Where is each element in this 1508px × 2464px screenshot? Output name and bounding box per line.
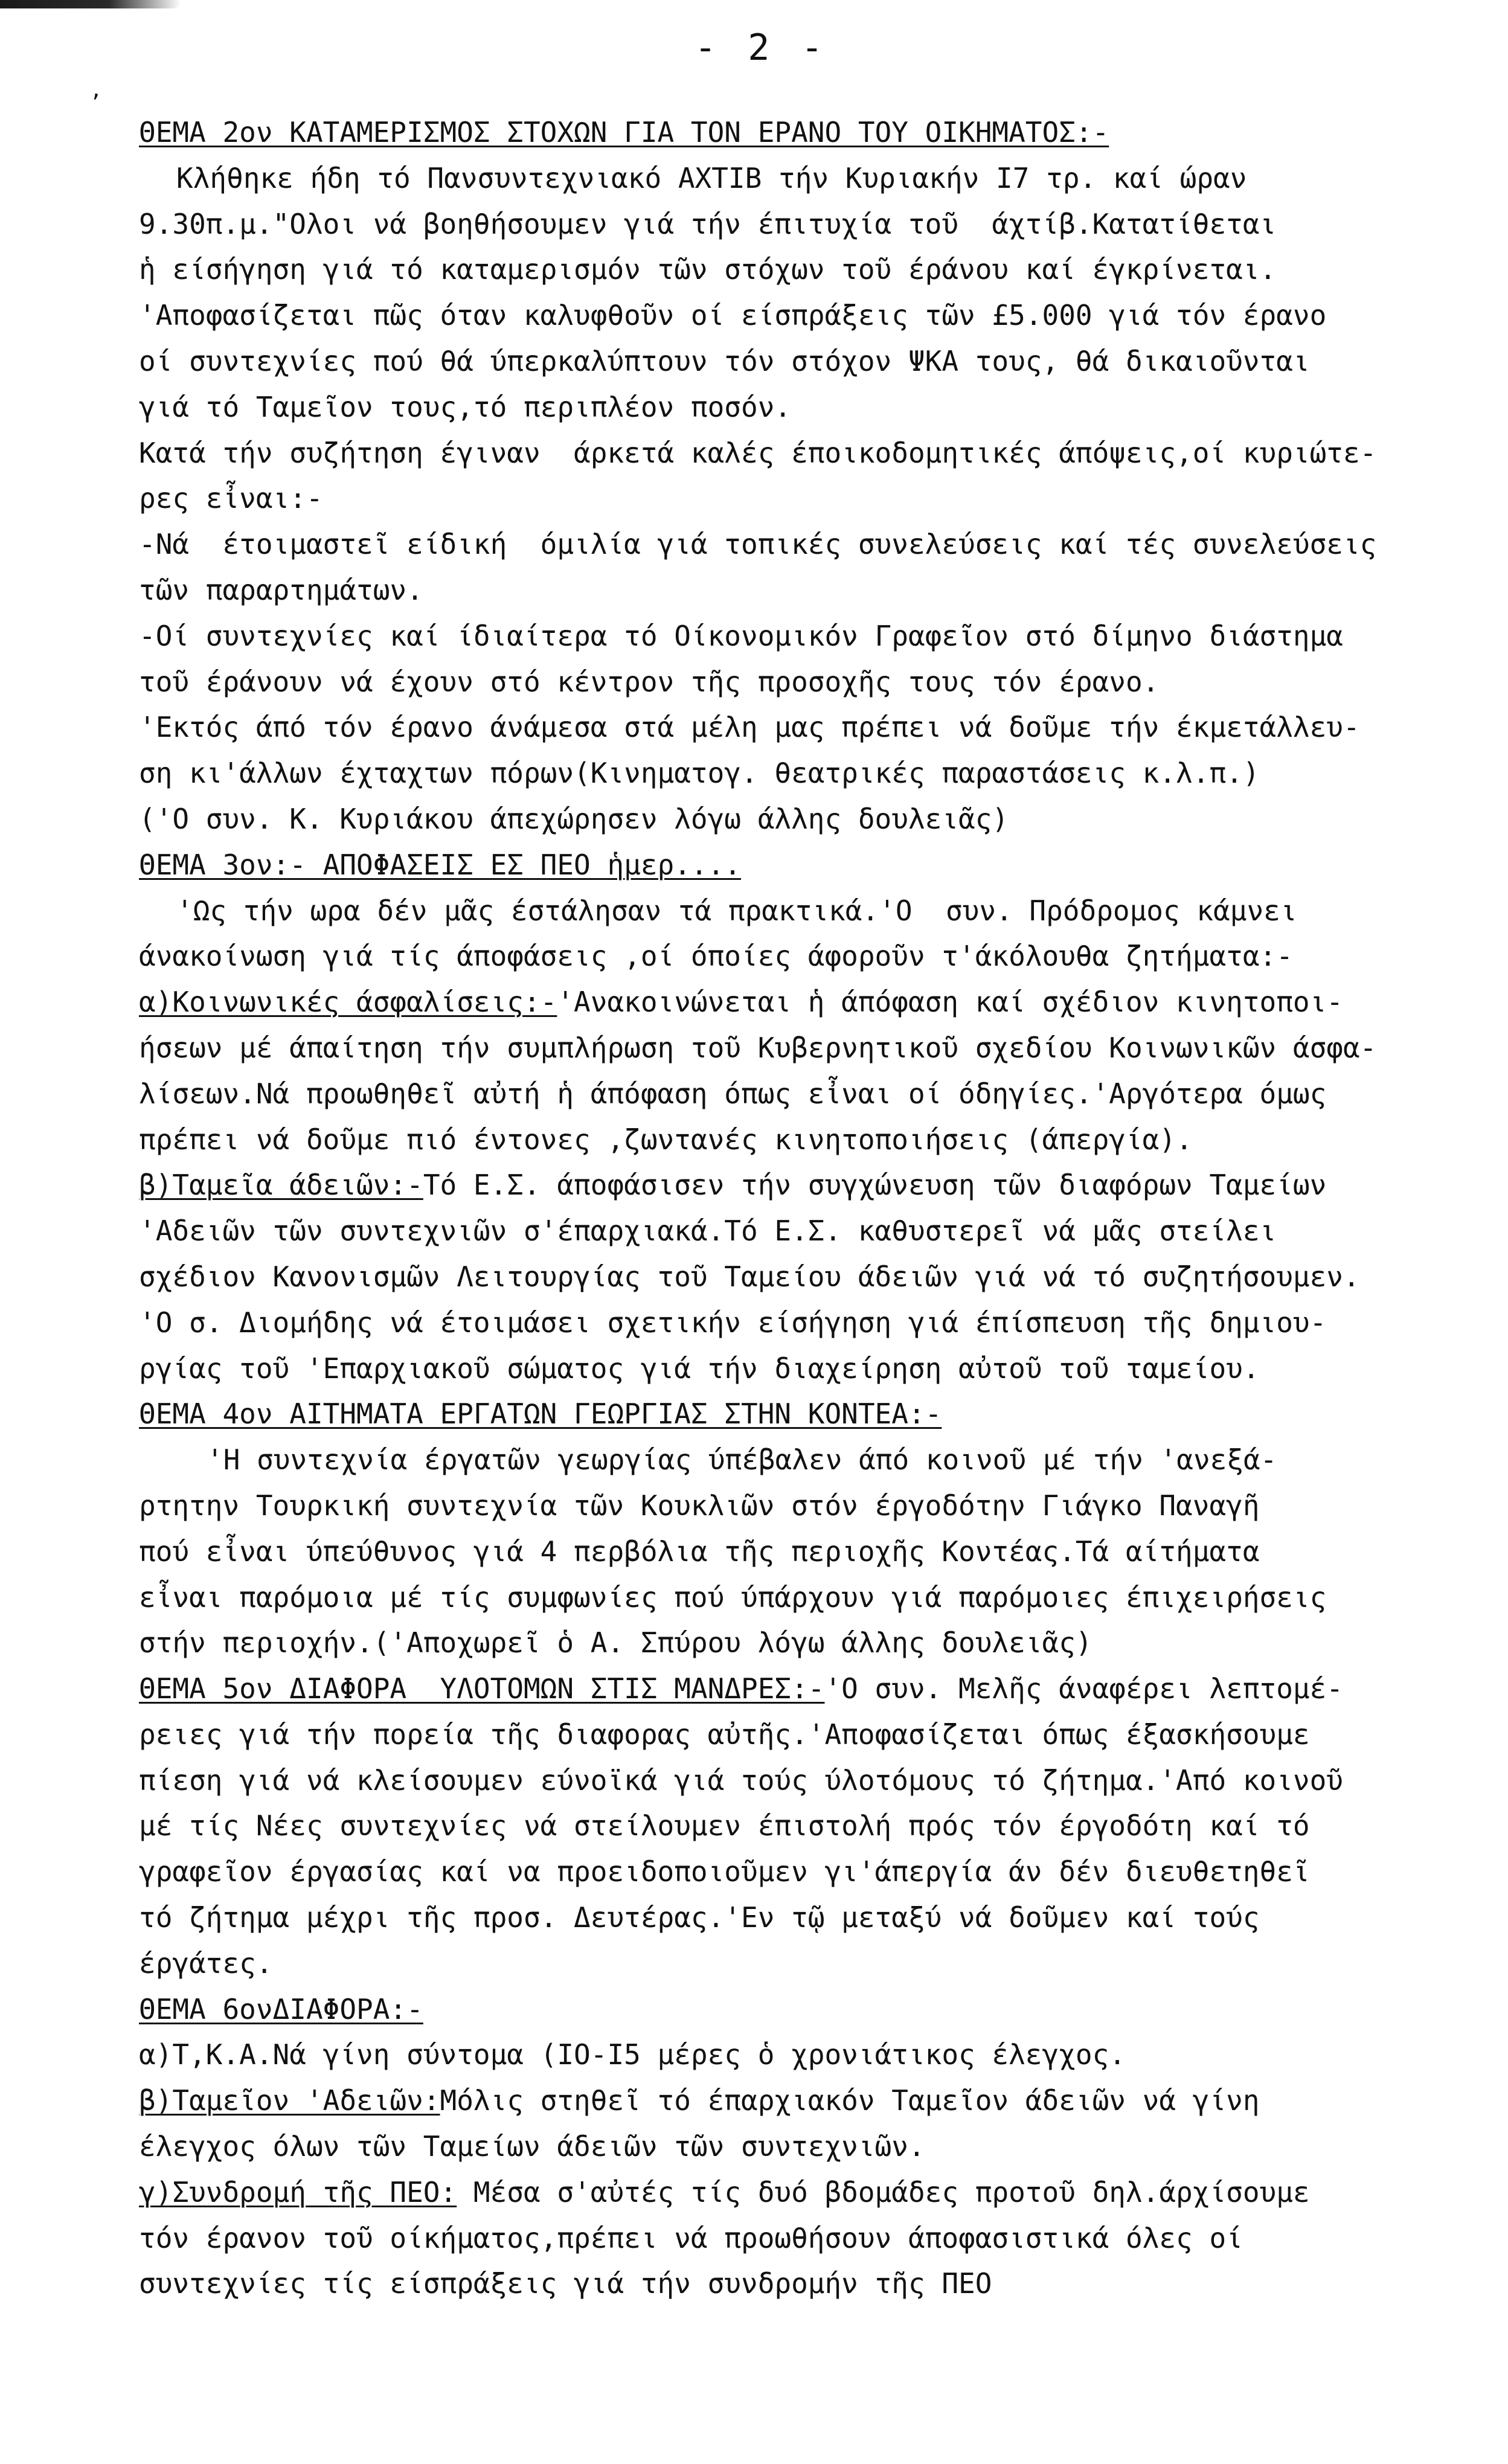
text-line (139, 1849, 1492, 1895)
section-heading: ΘΕΜΑ 5ον ΔΙΑΦΟΡΑ ΥΛΟΤΟΜΩΝ ΣΤΙΣ ΜΑΝΔΡΕΣ:- (139, 1672, 825, 1705)
text-line (139, 431, 1492, 476)
line-text: τῶν παραρτημάτων. (139, 573, 423, 606)
text-line (139, 156, 1492, 202)
text-line (139, 1803, 1492, 1849)
text-line (139, 339, 1492, 385)
line-text: τοῦ έράνουν νά έχουν στό κέντρον τῆς προσοχῆς τους τόν έρανο. (139, 665, 1160, 698)
text-line (139, 614, 1492, 659)
section-heading: β)Ταμεῖον 'Αδειῶν: (139, 2084, 440, 2117)
line-text: -Νά έτοιμαστεῖ είδική όμιλία γιά τοπικές συνελεύσεις καί τές συνελεύσεις (139, 528, 1377, 561)
line-text: στήν περιοχήν.('Αποχωρεῖ ὁ Α. Σπύρου λόγω άλλης δουλειᾶς) (139, 1626, 1092, 1660)
line-text: ('Ο συν. Κ. Κυριάκου άπεχώρησεν λόγω άλλης δουλειᾶς) (139, 802, 1009, 835)
text-line (139, 1620, 1492, 1666)
text-line (139, 1437, 1492, 1483)
text-line (139, 1941, 1492, 1987)
line-text: γιά τό Ταμεῖον τους,τό περιπλέον ποσόν. (139, 390, 792, 423)
line-text: γραφεῖον έργασίας καί να προειδοποιοῦμεν γι'άπεργία άν δέν διευθετηθεῖ (139, 1855, 1310, 1888)
line-text: 'Αδειῶν τῶν συντεχνιῶν σ'έπαρχιακά.Τό Ε.Σ. καθυστερεῖ νά μᾶς στείλει (139, 1214, 1277, 1248)
text-line (139, 659, 1492, 705)
section-heading: β)Ταμεῖα άδειῶν:- (139, 1169, 423, 1202)
line-text: ρες εἶναι:- (139, 482, 323, 515)
text-line (139, 705, 1492, 751)
text-line (139, 1712, 1492, 1758)
line-text: Κατά τήν συζήτηση έγιναν άρκετά καλές έποικοδομητικές άπόψεις,οί κυριώτε- (139, 436, 1377, 469)
line-text: ἡ είσήγηση γιά τό καταμερισμόν τῶν στόχων τοῦ έράνου καί έγκρίνεται. (139, 253, 1277, 286)
line-text: Μόλις στηθεῖ τό έπαρχιακόν Ταμεῖον άδειῶν νά γίνη (440, 2084, 1260, 2117)
section-heading: ΘΕΜΑ 4ον ΑΙΤΗΜΑΤΑ ΕΡΓΑΤΩΝ ΓΕΩΡΓΙΑΣ ΣΤΗΝ ΚΟΝΤΕΑ:- (139, 1397, 942, 1431)
line-text: ρειες γιά τήν πορεία τῆς διαφορας αὐτῆς.'Αποφασίζεται όπως έξασκήσουμε (139, 1718, 1310, 1751)
line-text: οί συντεχνίες πού θά ύπερκαλύπτουν τόν στόχον ΨΚΑ τους, θά δικαιοῦνται (139, 344, 1310, 377)
heading-line (139, 1666, 1492, 1712)
line-text: έργάτες. (139, 1946, 273, 1980)
margin-mark: ’ (89, 91, 102, 115)
line-text: 'Ο σ. Διομήδης νά έτοιμάσει σχετικήν είσήγηση γιά έπίσπευση τῆς δημιου- (139, 1306, 1327, 1339)
text-line (139, 1254, 1492, 1300)
line-text: 'Ο συν. Μελῆς άναφέρει λεπτομέ- (824, 1672, 1343, 1705)
line-text: Κλήθηκε ήδη τό Πανσυντεχνιακό ΑΧΤΙΒ τήν Κυριακήν Ι7 τρ. καί ώραν (176, 161, 1247, 194)
line-text: 'Αποφασίζεται πῶς όταν καλυφθοῦν οί είσπράξεις τῶν £5.000 γιά τόν έρανο (139, 299, 1327, 332)
heading-line (139, 1987, 1492, 2033)
line-text: ρτητην Τουρκική συντεχνία τῶν Κουκλιῶν στόν έργοδότην Γιάγκο Παναγῆ (139, 1489, 1260, 1522)
line-text: ήσεων μέ άπαίτηση τήν συμπλήρωση τοῦ Κυβερνητικοῦ σχεδίου Κοινωνικῶν άσφα- (139, 1031, 1377, 1064)
line-text: τό ζήτημα μέχρι τῆς προσ. Δευτέρας.'Εν τῷ μεταξύ νά δοῦμεν καί τούς (139, 1901, 1260, 1934)
text-line (139, 385, 1492, 431)
text-line (139, 247, 1492, 293)
text-line (139, 476, 1492, 522)
text-line (139, 2216, 1492, 2262)
text-line (139, 2032, 1492, 2078)
text-line (139, 293, 1492, 339)
heading-line (139, 842, 1492, 888)
text-line (139, 934, 1492, 980)
section-heading: α)Κοινωνικές άσφαλίσεις:- (139, 986, 557, 1019)
text-line (139, 1483, 1492, 1529)
line-text: ση κι'άλλων έχταχτων πόρων(Κινηματογ. θεατρικές παραστάσεις κ.λ.π.) (139, 757, 1260, 790)
line-text: λίσεων.Νά προωθηθεῖ αὐτή ἡ άπόφαση όπως εἶναι οί όδηγίες.'Αργότερα όμως (139, 1077, 1327, 1110)
text-line (139, 522, 1492, 568)
heading-line (139, 980, 1492, 1025)
line-text: 'Ανακοινώνεται ἡ άπόφαση καί σχέδιον κινητοποι- (557, 986, 1343, 1019)
heading-line (139, 1163, 1492, 1208)
section-heading: ΘΕΜΑ 3ον:- ΑΠΟΦΑΣΕΙΣ ΕΣ ΠΕΟ ἡμερ.... (139, 848, 741, 881)
line-text: ργίας τοῦ 'Επαρχιακοῦ σώματος γιά τήν διαχείρηση αὐτοῦ τοῦ ταμείου. (139, 1352, 1260, 1385)
section-heading: ΘΕΜΑ 6ονΔΙΑΦΟΡΑ:- (139, 1992, 423, 2026)
line-text: σχέδιον Κανονισμῶν Λειτουργίας τοῦ Ταμείου άδειῶν γιά νά τό συζητήσουμεν. (139, 1260, 1360, 1293)
text-line (139, 202, 1492, 248)
text-line (139, 1895, 1492, 1941)
text-line (139, 1117, 1492, 1163)
line-text: -Οί συντεχνίες καί ίδιαίτερα τό Οίκονομικόν Γραφεῖον στό δίμηνο διάστημα (139, 619, 1343, 652)
heading-line (139, 2170, 1492, 2216)
body-text (139, 110, 1492, 2307)
line-text: 'Εκτός άπό τόν έρανο άνάμεσα στά μέλη μας πρέπει νά δοῦμε τήν έκμετάλλευ- (139, 711, 1360, 744)
line-text: Τό Ε.Σ. άποφάσισεν τήν συγχώνευση τῶν διαφόρων Ταμείων (423, 1169, 1327, 1202)
text-line (139, 1071, 1492, 1117)
page-number: - 2 - (695, 27, 828, 69)
text-line (139, 2124, 1492, 2170)
line-text: μέ τίς Νέες συντεχνίες νά στείλουμεν έπιστολή πρός τόν έργοδότη καί τό (139, 1809, 1310, 1843)
text-line (139, 2261, 1492, 2307)
section-heading: ΘΕΜΑ 2ον ΚΑΤΑΜΕΡΙΣΜΟΣ ΣΤΟΧΩΝ ΓΙΑ ΤΟΝ ΕΡΑΝΟ ΤΟΥ ΟΙΚΗΜΑΤΟΣ:- (139, 116, 1109, 149)
line-text: άνακοίνωση γιά τίς άποφάσεις ,οί όποίες άφοροῦν τ'άκόλουθα ζητήματα:- (139, 940, 1293, 973)
line-text: πρέπει νά δοῦμε πιό έντονες ,ζωντανές κινητοποιήσεις (άπεργία). (139, 1123, 1193, 1156)
line-text: πίεση γιά νά κλείσουμεν εύνοϊκά γιά τούς ύλοτόμους τό ζήτημα.'Από κοινοῦ (139, 1763, 1343, 1797)
text-line (139, 1346, 1492, 1392)
text-line (139, 1529, 1492, 1575)
line-text: Μέσα σ'αὐτές τίς δυό βδομάδες προτοῦ δηλ.άρχίσουμε (457, 2175, 1310, 2209)
line-text: 'Ως τήν ωρα δέν μᾶς έστάλησαν τά πρακτικά.'Ο συν. Πρόδρομος κάμνει (176, 894, 1297, 927)
text-line (139, 1758, 1492, 1804)
text-line (139, 568, 1492, 614)
text-line (139, 1208, 1492, 1254)
heading-line (139, 110, 1492, 156)
text-line (139, 797, 1492, 842)
heading-line (139, 1391, 1492, 1437)
line-text: τόν έρανον τοῦ οίκήματος,πρέπει νά προωθήσουν άποφασιστικά όλες οί (139, 2221, 1243, 2254)
line-text: 9.30π.μ."Ολοι νά βοηθήσουμεν γιά τήν έπιτυχία τοῦ άχτίβ.Κατατίθεται (139, 207, 1277, 240)
scan-smear (0, 0, 181, 8)
line-text: πού εἶναι ύπεύθυνος γιά 4 περβόλια τῆς περιοχῆς Κοντέας.Τά αίτήματα (139, 1535, 1260, 1568)
text-line (139, 888, 1492, 934)
section-heading: γ)Συνδρομή τῆς ΠΕΟ: (139, 2175, 457, 2209)
line-text: εἶναι παρόμοια μέ τίς συμφωνίες πού ύπάρχουν γιά παρόμοιες έπιχειρήσεις (139, 1580, 1327, 1614)
heading-line (139, 2078, 1492, 2124)
line-text: έλεγχος όλων τῶν Ταμείων άδειῶν τῶν συντεχνιῶν. (139, 2130, 925, 2163)
line-text: 'Η συντεχνία έργατῶν γεωργίας ύπέβαλεν άπό κοινοῦ μέ τήν 'ανεξά- (207, 1443, 1277, 1477)
line-text: α)Τ,Κ.Α.Νά γίνη σύντομα (ΙΟ-Ι5 μέρες ὁ χρονιάτικος έλεγχος. (139, 2038, 1126, 2071)
line-text: συντεχνίες τίς είσπράξεις γιά τήν συνδρομήν τῆς ΠΕΟ (139, 2267, 992, 2300)
text-line (139, 751, 1492, 797)
text-line (139, 1575, 1492, 1621)
text-line (139, 1300, 1492, 1346)
text-line (139, 1025, 1492, 1071)
